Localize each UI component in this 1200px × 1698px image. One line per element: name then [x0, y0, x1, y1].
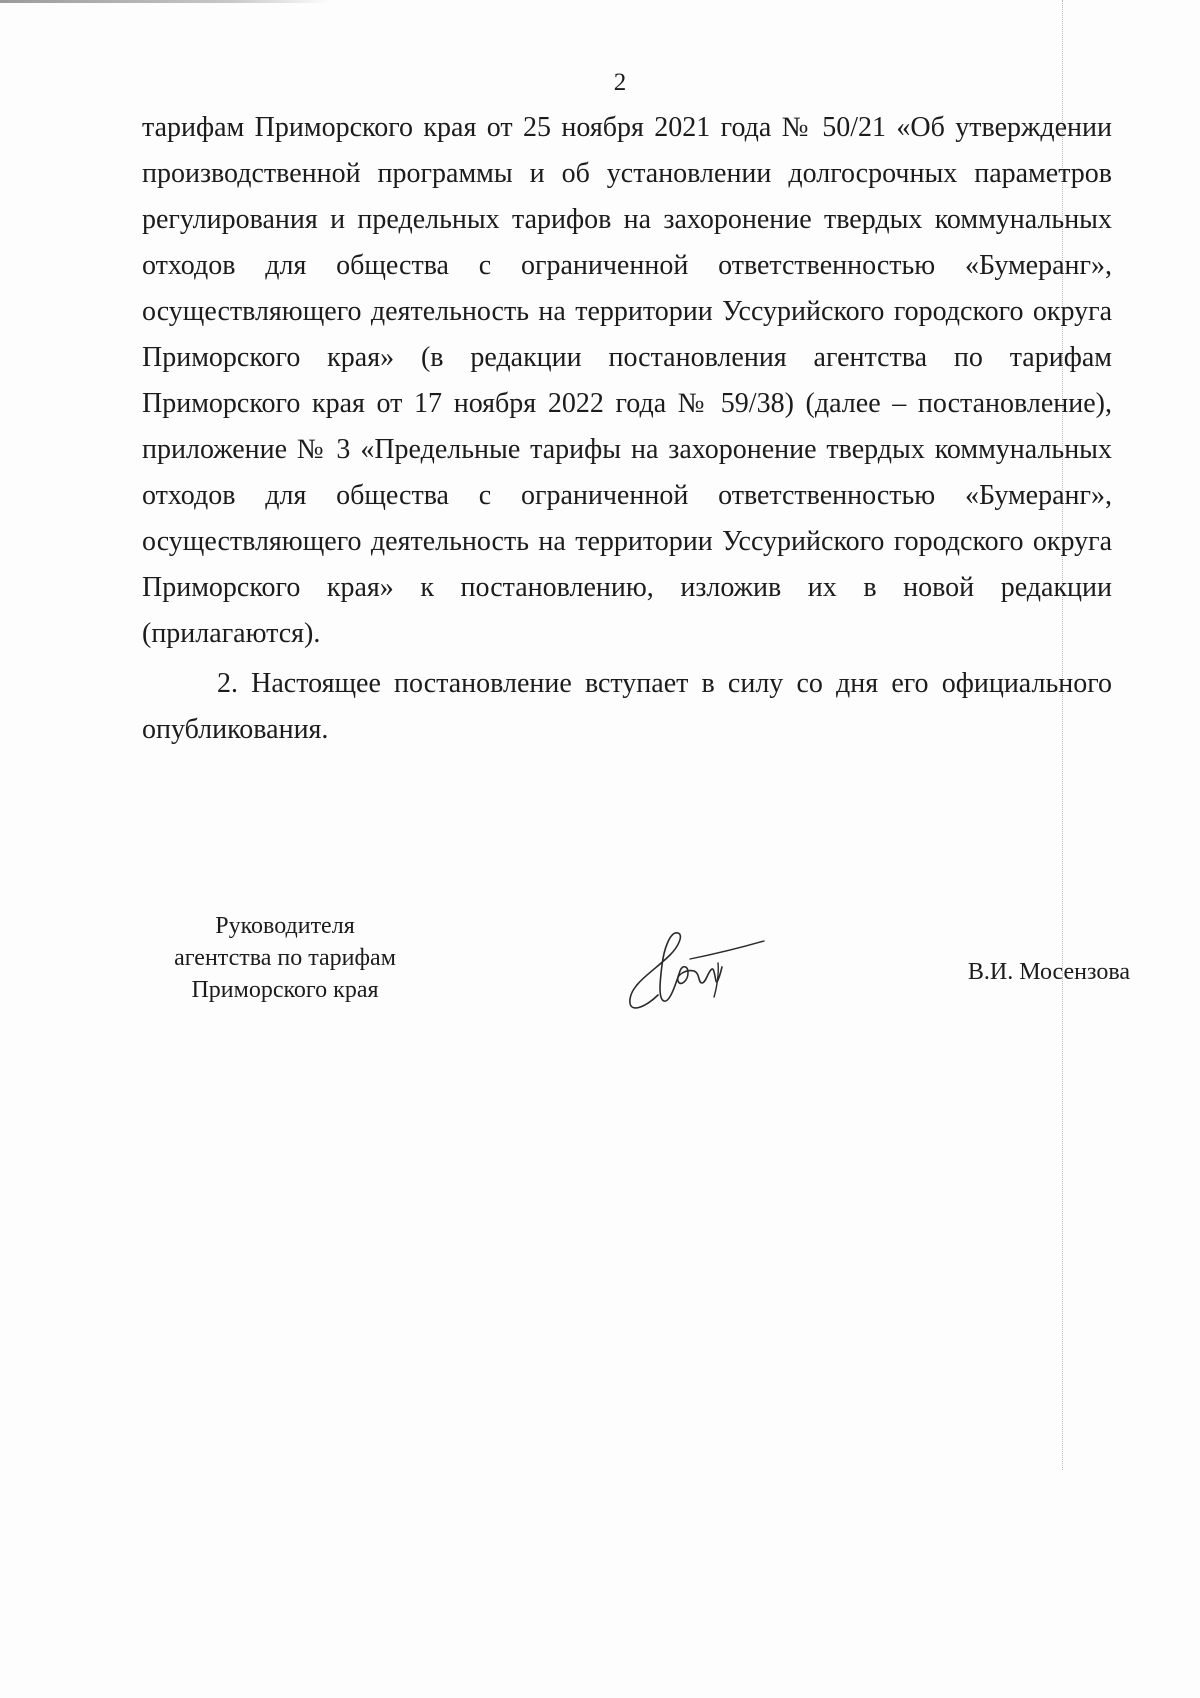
signer-name: В.И. Мосензова: [967, 959, 1130, 985]
signature-block: [140, 910, 1130, 1020]
document-body: [142, 105, 1112, 753]
paragraph-2: 2. Настоящее постановление вступает в силу со дня его официального опубликования.: [142, 668, 1112, 745]
signer-title-line-2: агентства по тарифам: [174, 945, 396, 971]
handwritten-signature: [618, 925, 768, 1020]
page-number: 2: [613, 69, 627, 96]
signer-title: [140, 910, 430, 1006]
scan-edge-shadow: [0, 0, 330, 3]
signer-title-line-3: Приморского края: [191, 977, 379, 1003]
signer-title-line-1: Руководителя: [215, 913, 355, 939]
paragraph-1: тарифам Приморского края от 25 ноября 2021 года № 50/21 «Об утверждении производственной программы и об установлении долгосрочных параметров регулирования и предельных тарифов на захоронение твердых коммунальных отходов для общества с ограниченной ответственностью «Бумеранг», осуществляющего деятельность на территории Уссурийского городского округа Приморского края» (в редакции постановления агентства по тарифам Приморского края от 17 ноября 2022 года № 59/38) (далее – постановление), приложение № 3 «Предельные тарифы на захоронение твердых коммунальных отходов для общества с ограниченной ответственностью «Бумеранг», осуществляющего деятельность на территории Уссурийского городского округа Приморского края» к постановлению, изложив их в новой редакции (прилагаются).: [142, 112, 1112, 649]
